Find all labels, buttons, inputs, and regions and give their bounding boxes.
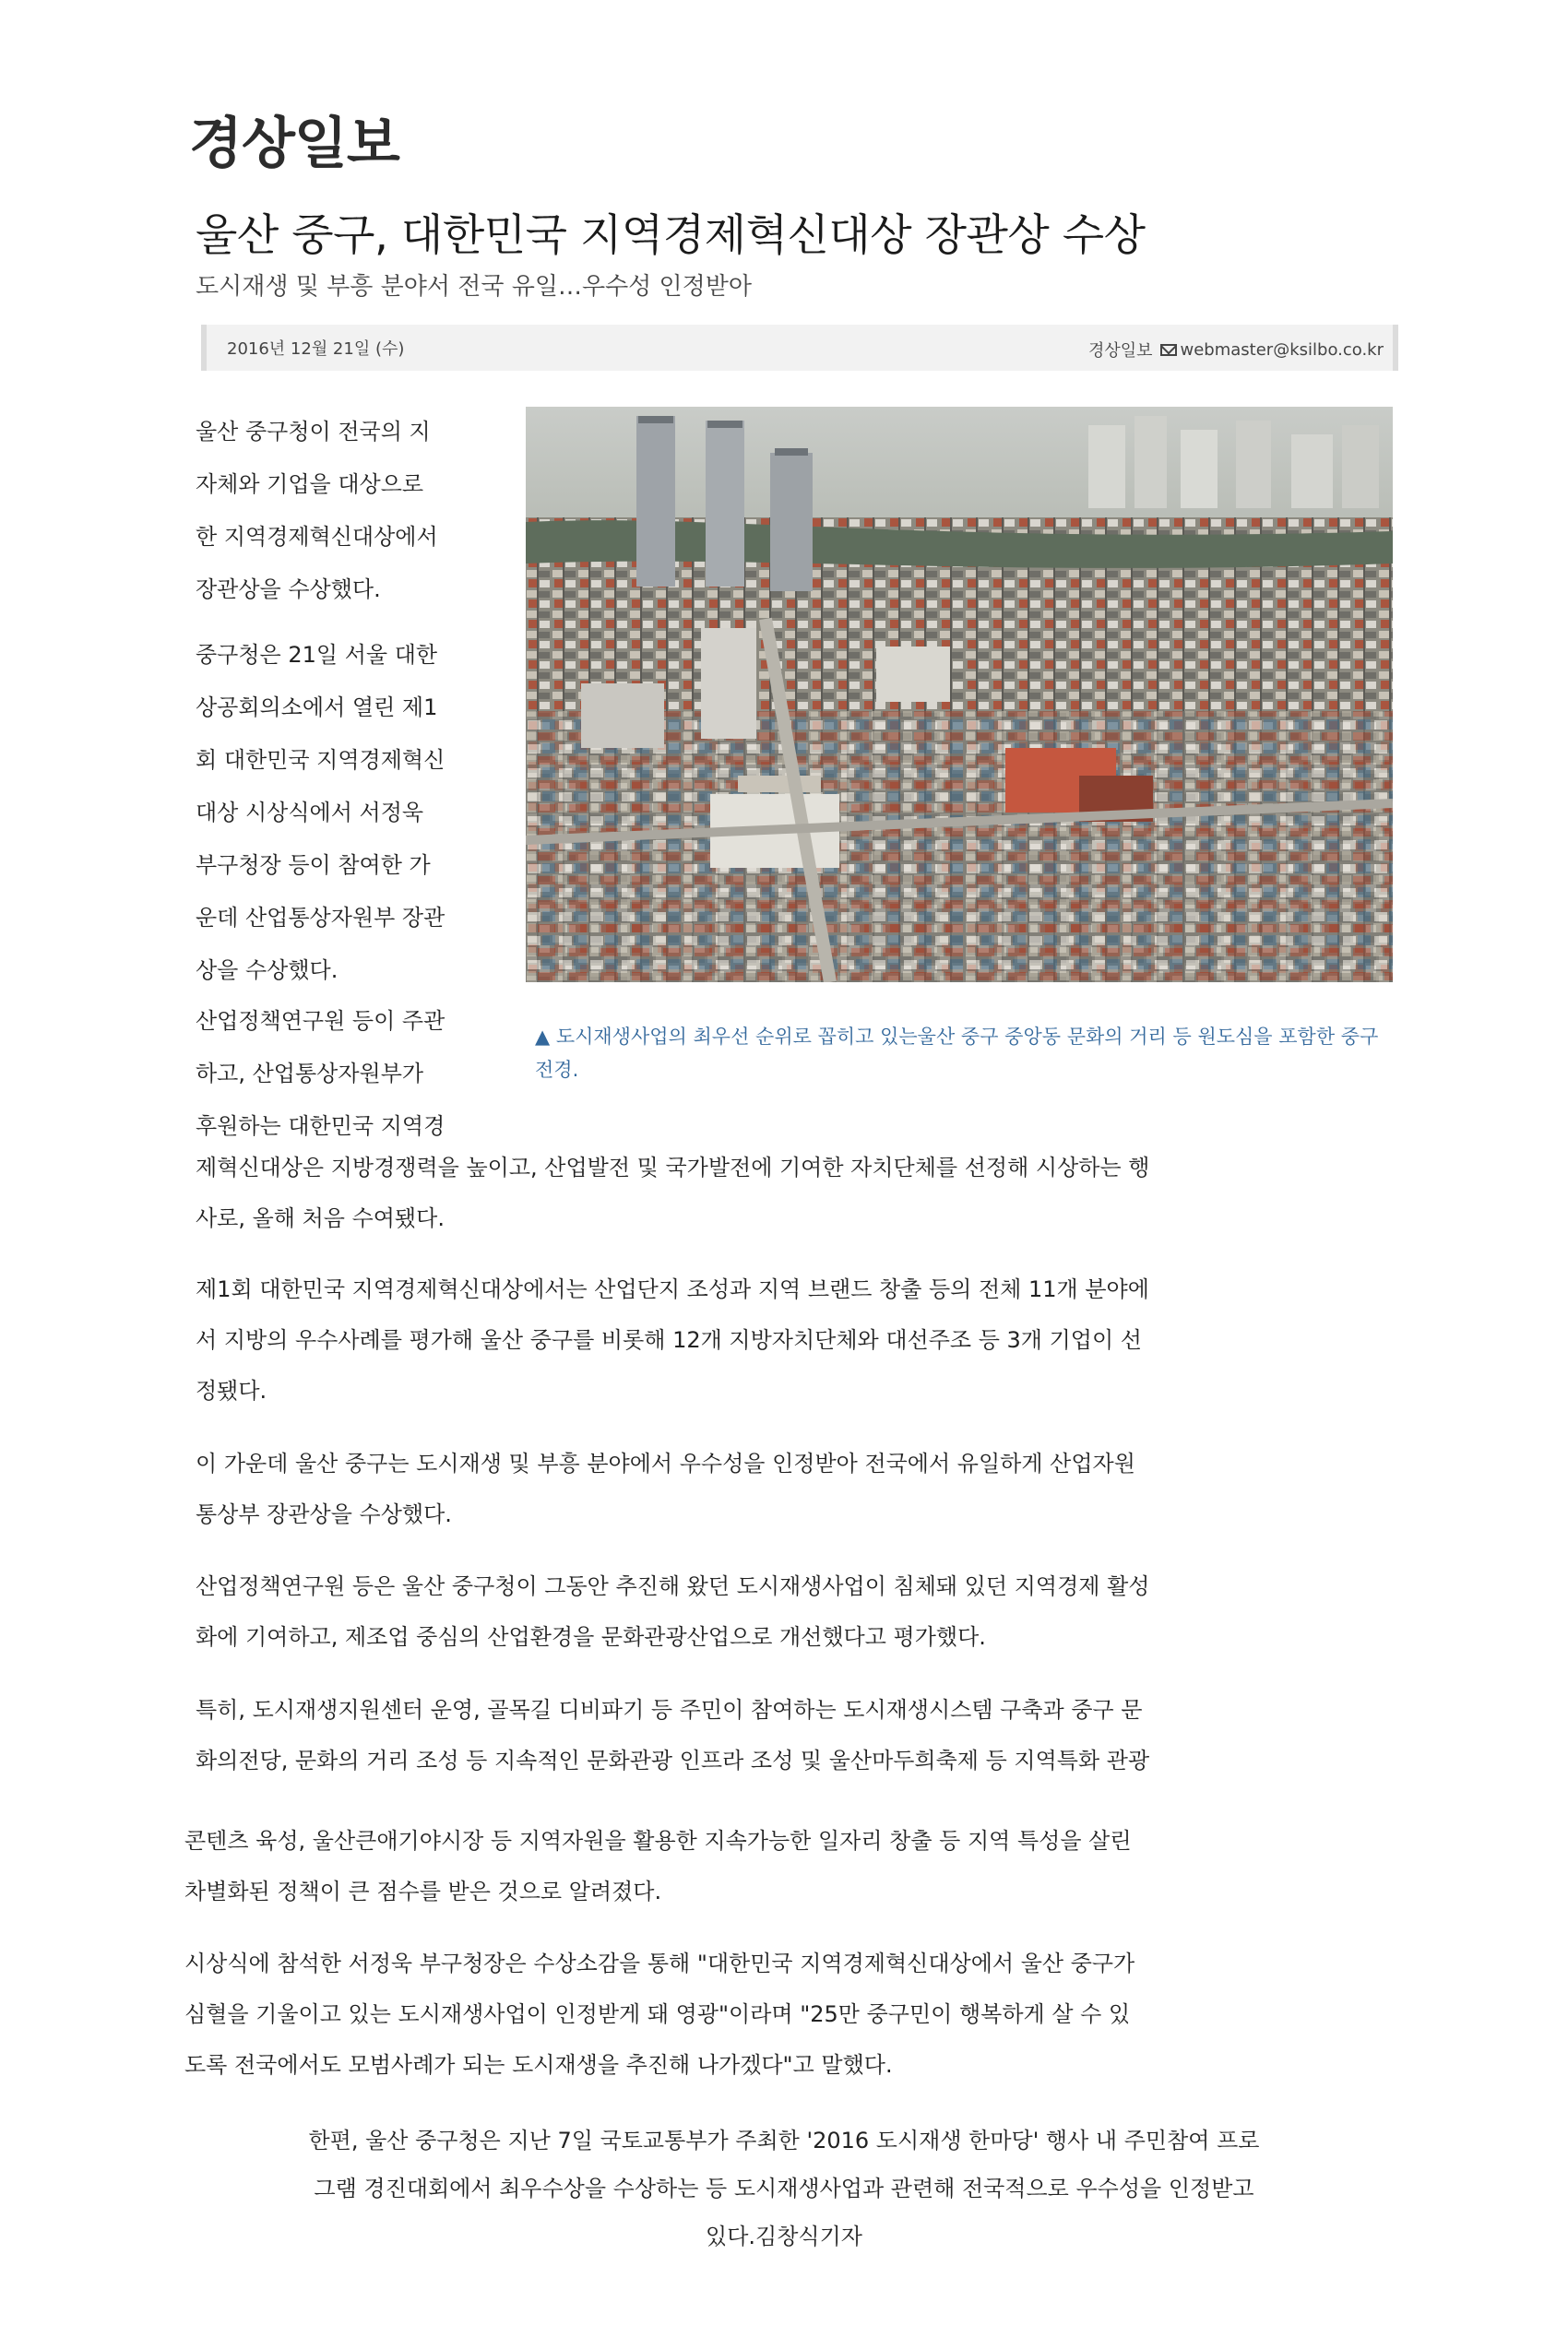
article-photo <box>526 407 1393 982</box>
author-info <box>1088 338 1384 362</box>
article-title: 울산 중구, 대한민국 지역경제혁신대상 장관상 수상 <box>196 210 1146 261</box>
mail-icon <box>1160 344 1177 356</box>
aerial-city-image <box>526 407 1393 982</box>
paragraph-3-start: 산업정책연구원 등이 주관 하고, 산업통상자원부가 후원하는 대한민국 지역경 <box>196 1008 445 1139</box>
paragraph-6: 산업정책연구원 등은 울산 중구청이 그동안 추진해 왔던 도시재생사업이 침체돼 있던 지역경제 활성 화에 기여하고, 제조업 중심의 산업환경을 문화관광산업으로 개선했다고 평가했다. <box>196 1573 1150 1650</box>
paragraph-5: 이 가운데 울산 중구는 도시재생 및 부흥 분야에서 우수성을 인정받아 전국에서 유일하게 산업자원 통상부 장관상을 수상했다. <box>196 1451 1135 1527</box>
article-meta-bar <box>201 325 1398 371</box>
paragraph-7: 특히, 도시재생지원센터 운영, 골목길 디비파기 등 주민이 참여하는 도시재생시스템 구축과 중구 문 화의전당, 문화의 거리 조성 등 지속적인 문화관광 인프라 조성 및 울산마두희축제 등 지역특화 관광 <box>196 1697 1150 1774</box>
article-date: 2016년 12월 21일 (수) <box>227 339 405 359</box>
paragraph-1: 울산 중구청이 전국의 지 자체와 기업을 대상으로 한 지역경제혁신대상에서 장관상을 수상했다. <box>196 419 438 602</box>
author-name: 경상일보 <box>1087 341 1153 361</box>
paragraph-10: 한편, 울산 중구청은 지난 7일 국토교통부가 주최한 '2016 도시재생 한마당' 행사 내 주민참여 프로 그램 경진대회에서 최우수상을 수상하는 등 도시재생사업과 관련해 전국적으로 우수성을 인정받고 있다.김창식기자 <box>308 2128 1260 2249</box>
paragraph-2: 중구청은 21일 서울 대한 상공회의소에서 열린 제1 회 대한민국 지역경제혁신 대상 시상식에서 서정욱 부구청장 등이 참여한 가 운데 산업통상자원부 장관 상을 수상했다. <box>196 642 445 983</box>
article-subtitle: 도시재생 및 부흥 분야서 전국 유일…우수성 인정받아 <box>196 273 753 301</box>
author-email[interactable]: webmaster@ksilbo.co.kr <box>1180 339 1384 360</box>
masthead-logo[interactable]: 경상일보 <box>189 112 399 176</box>
paragraph-8: 콘텐츠 육성, 울산큰애기야시장 등 지역자원을 활용한 지속가능한 일자리 창출 등 지역 특성을 살린 차별화된 정책이 큰 점수를 받은 것으로 알려졌다. <box>184 1828 1132 1904</box>
paragraph-9: 시상식에 참석한 서정욱 부구청장은 수상소감을 통해 "대한민국 지역경제혁신대상에서 울산 중구가 심혈을 기울이고 있는 도시재생사업이 인정받게 돼 영광"이라며 "25만 중구민이 행복하게 살 수 있 도록 전국에서도 모범사례가 되는 도시재생을 추진해 나가겠다"고 말했다. <box>184 1951 1135 2078</box>
paragraph-4: 제1회 대한민국 지역경제혁신대상에서는 산업단지 조성과 지역 브랜드 창출 등의 전체 11개 분야에 서 지방의 우수사례를 평가해 울산 중구를 비롯해 12개 지방자치단체와 대선주조 등 3개 기업이 선 정됐다. <box>196 1276 1149 1404</box>
paragraph-3-continued: 제혁신대상은 지방경쟁력을 높이고, 산업발전 및 국가발전에 기여한 자치단체를 선정해 시상하는 행 사로, 올해 처음 수여됐다. <box>196 1155 1150 1231</box>
photo-caption: ▲ 도시재생사업의 최우선 순위로 꼽히고 있는울산 중구 중앙동 문화의 거리 등 원도심을 포함한 중구 전경. <box>535 1026 1379 1081</box>
